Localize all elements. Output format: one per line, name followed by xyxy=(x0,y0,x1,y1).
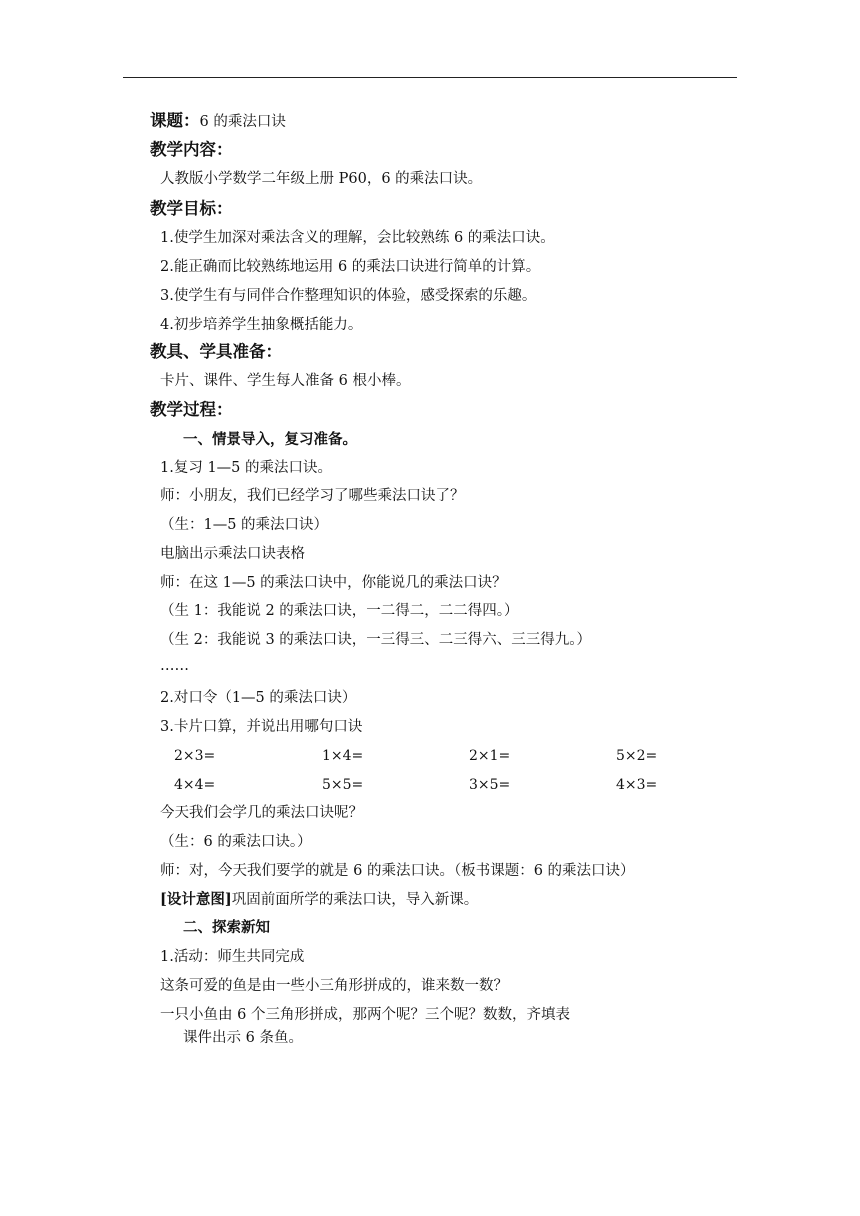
design-label: [设计意图] xyxy=(160,891,232,908)
process-line: （生：1—5 的乘法口诀） xyxy=(160,517,329,533)
section1-title: 一、情景导入，复习准备。 xyxy=(183,432,357,448)
goal-item: 3.使学生有与同伴合作整理知识的体验，感受探索的乐趣。 xyxy=(160,288,537,304)
process-line: 2.对口令（1—5 的乘法口诀） xyxy=(160,690,357,706)
process-line: 师：在这 1—5 的乘法口诀中，你能说几的乘法口诀？ xyxy=(160,575,507,591)
process-heading: 教学过程： xyxy=(150,400,233,419)
process-line: （生 1：我能说 2 的乘法口诀，一二得二，二二得四。） xyxy=(160,603,519,619)
process-line: 电脑出示乘法口诀表格 xyxy=(160,546,305,562)
goal-item: 1.使学生加深对乘法含义的理解，会比较熟练 6 的乘法口诀。 xyxy=(160,230,555,246)
content-heading: 教学内容： xyxy=(150,140,233,159)
process-line: 师：小朋友，我们已经学习了哪些乘法口诀了？ xyxy=(160,488,465,504)
content-text: 人教版小学数学二年级上册 P60，6 的乘法口诀。 xyxy=(160,171,483,187)
lesson-title xyxy=(150,113,286,130)
card-equation: 2×3= xyxy=(174,748,216,764)
tools-heading: 教具、学具准备： xyxy=(150,342,282,361)
ellipsis: …… xyxy=(160,658,189,674)
goals-heading: 教学目标： xyxy=(150,199,233,218)
card-equation: 5×2= xyxy=(616,748,658,764)
design-text: 巩固前面所学的乘法口诀，导入新课。 xyxy=(231,892,479,908)
process-line: 这条可爱的鱼是由一些小三角形拼成的，谁来数一数？ xyxy=(160,978,508,994)
title-label: 课题： xyxy=(150,111,200,130)
card-equation: 5×5= xyxy=(322,777,364,793)
process-line: 今天我们会学几的乘法口诀呢？ xyxy=(160,805,363,821)
process-line: （生 2：我能说 3 的乘法口诀，一三得三、二三得六、三三得九。） xyxy=(160,632,592,648)
card-equation: 3×5= xyxy=(469,777,511,793)
process-line: 3.卡片口算，并说出用哪句口诀 xyxy=(160,719,363,735)
process-line: 一只小鱼由 6 个三角形拼成，那两个呢？三个呢？数数，齐填表 xyxy=(160,1007,570,1023)
title-value: 6 的乘法口诀 xyxy=(199,114,286,130)
card-equation: 4×3= xyxy=(616,777,658,793)
card-equation: 4×4= xyxy=(174,777,216,793)
goal-item: 2.能正确而比较熟练地运用 6 的乘法口诀进行简单的计算。 xyxy=(160,259,541,275)
goal-item: 4.初步培养学生抽象概括能力。 xyxy=(160,317,363,333)
design-intent xyxy=(160,893,478,908)
header-rule xyxy=(123,77,737,78)
card-equation: 2×1= xyxy=(469,748,511,764)
process-line: （生：6 的乘法口诀。） xyxy=(160,834,312,850)
process-line: 1.复习 1—5 的乘法口诀。 xyxy=(160,460,333,476)
process-line: 课件出示 6 条鱼。 xyxy=(183,1030,303,1046)
tools-text: 卡片、课件、学生每人准备 6 根小棒。 xyxy=(160,373,411,389)
process-line: 师：对，今天我们要学的就是 6 的乘法口诀。（板书课题：6 的乘法口诀） xyxy=(160,863,635,879)
card-equation: 1×4= xyxy=(322,748,364,764)
section2-title: 二、探索新知 xyxy=(183,920,270,936)
process-line: 1.活动：师生共同完成 xyxy=(160,949,305,965)
